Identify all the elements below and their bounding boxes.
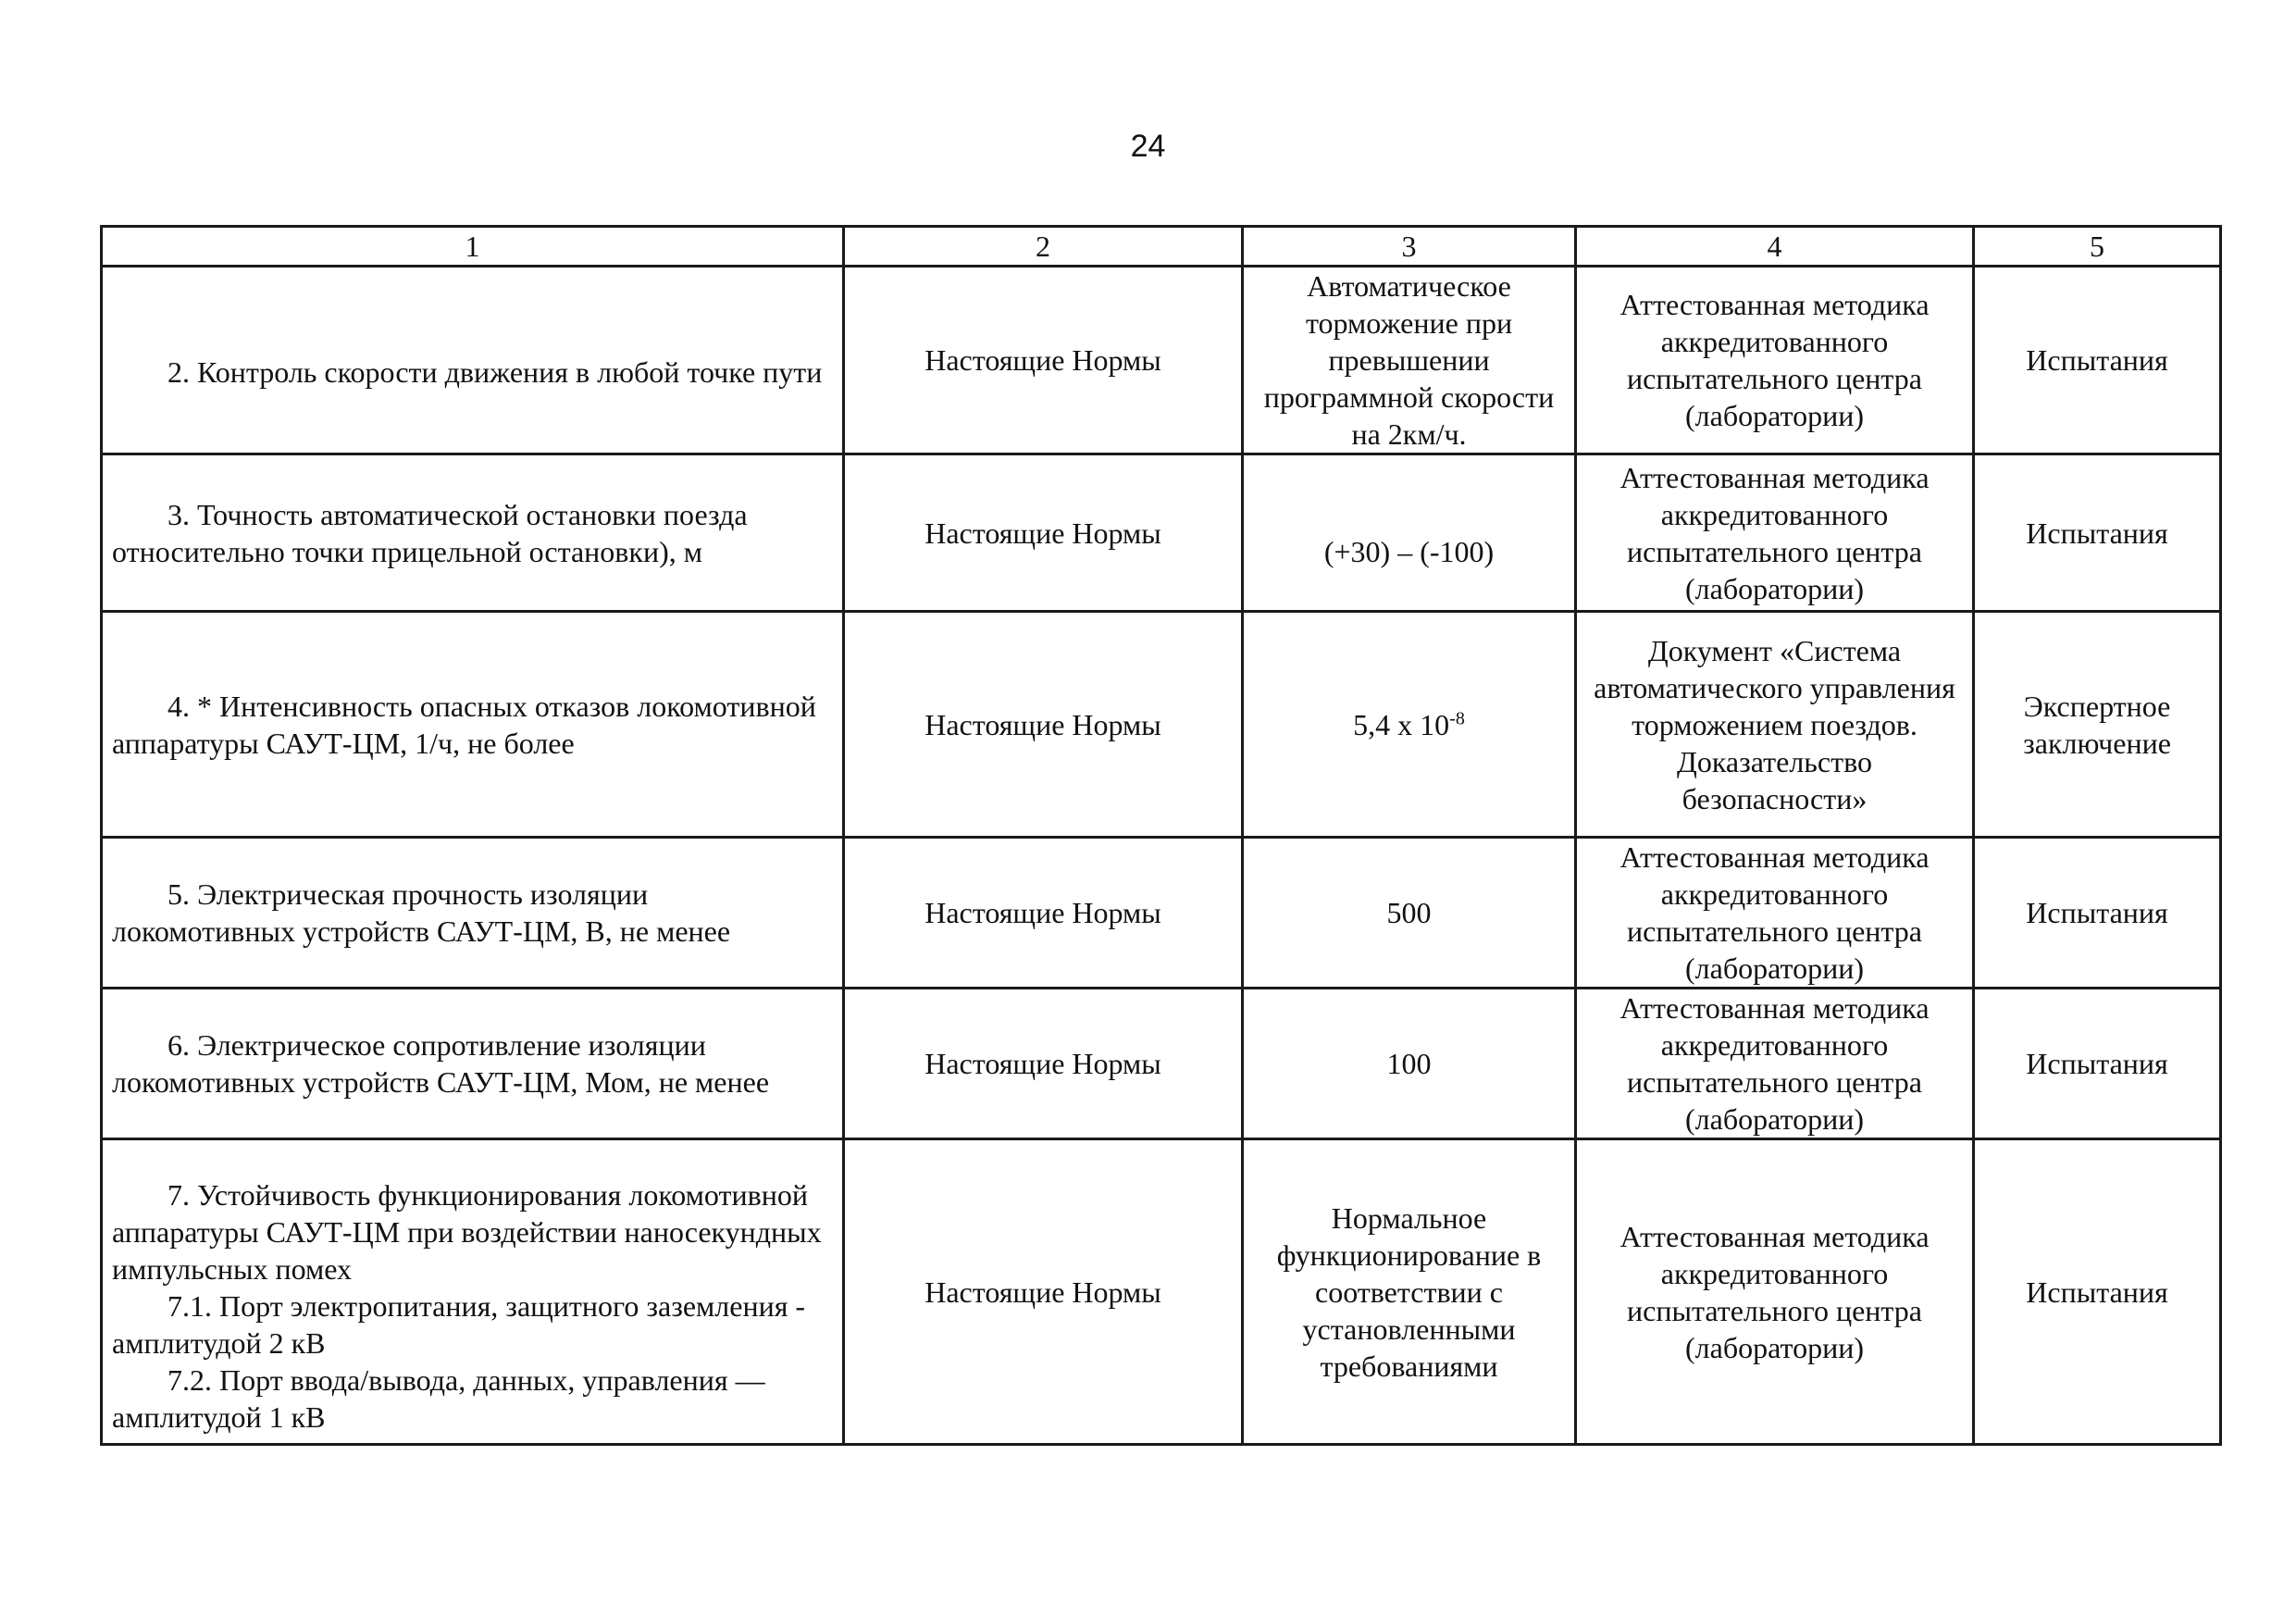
normative-doc-cell: Настоящие Нормы — [844, 838, 1243, 989]
table-row — [102, 267, 2221, 454]
method-cell: Документ «Система автоматического управления торможением поездов. Доказательство безопасности» — [1576, 612, 1974, 838]
verification-form-cell: Испытания — [1974, 1139, 2221, 1445]
column-number-3: 3 — [1243, 227, 1576, 267]
verification-form-cell: Испытания — [1974, 989, 2221, 1139]
requirement-cell — [102, 838, 844, 989]
requirement-cell — [102, 267, 844, 454]
requirement-text: 6. Электрическое сопротивление изоляции локомотивных устройств САУТ-ЦМ, Мом, не менее — [112, 1028, 770, 1099]
requirement-text: 3. Точность автоматической остановки поезда относительно точки прицельной остановки), м — [112, 497, 748, 568]
method-cell: Аттестованная методика аккредитованного испытательного центра (лаборатории) — [1576, 1139, 1974, 1445]
verification-form-cell: Испытания — [1974, 838, 2221, 989]
normative-doc-cell: Настоящие Нормы — [844, 612, 1243, 838]
requirement-text: 7. Устойчивость функционирования локомотивной аппаратуры САУТ-ЦМ при воздействии наносекундных импульсных помех — [112, 1177, 822, 1286]
verification-form-cell: Испытания — [1974, 454, 2221, 612]
requirement-text: 4. * Интенсивность опасных отказов локомотивной аппаратуры САУТ-ЦМ, 1/ч, не более — [112, 689, 816, 760]
requirement-text: 5. Электрическая прочность изоляции локомотивных устройств САУТ-ЦМ, В, не менее — [112, 877, 731, 948]
table-row — [102, 1139, 2221, 1445]
value-cell: (+30) – (-100) — [1243, 454, 1576, 612]
table-row — [102, 838, 2221, 989]
column-number-4: 4 — [1576, 227, 1974, 267]
table-row — [102, 989, 2221, 1139]
table-row — [102, 612, 2221, 838]
value-exponent: -8 — [1449, 707, 1465, 728]
normative-doc-cell: Настоящие Нормы — [844, 454, 1243, 612]
column-number-5: 5 — [1974, 227, 2221, 267]
column-number-2: 2 — [844, 227, 1243, 267]
value-cell: Автоматическое торможение при превышении программной скорости на 2км/ч. — [1243, 267, 1576, 454]
verification-form-cell: Экспертное заключение — [1974, 612, 2221, 838]
requirement-subitem-2: 7.2. Порт ввода/вывода, данных, управления — амплитудой 1 кВ — [112, 1362, 765, 1434]
value-cell — [1243, 612, 1576, 838]
method-cell: Аттестованная методика аккредитованного испытательного центра (лаборатории) — [1576, 838, 1974, 989]
normative-doc-cell: Настоящие Нормы — [844, 989, 1243, 1139]
requirement-cell — [102, 612, 844, 838]
verification-form-cell: Испытания — [1974, 267, 2221, 454]
method-cell: Аттестованная методика аккредитованного испытательного центра (лаборатории) — [1576, 454, 1974, 612]
requirement-cell — [102, 989, 844, 1139]
value-cell: 500 — [1243, 838, 1576, 989]
value-cell: Нормальное функционирование в соответствии с установленными требованиями — [1243, 1139, 1576, 1445]
table-row — [102, 454, 2221, 612]
normative-doc-cell: Настоящие Нормы — [844, 1139, 1243, 1445]
column-number-1: 1 — [102, 227, 844, 267]
requirement-cell — [102, 1139, 844, 1445]
requirement-text: 2. Контроль скорости движения в любой точке пути — [168, 355, 823, 389]
column-number-row — [102, 227, 2221, 267]
page-number: 24 — [1130, 129, 1166, 164]
requirement-cell — [102, 454, 844, 612]
requirement-subitem-1: 7.1. Порт электропитания, защитного заземления - амплитудой 2 кВ — [112, 1288, 806, 1360]
requirements-table — [100, 225, 2222, 1446]
normative-doc-cell: Настоящие Нормы — [844, 267, 1243, 454]
value-base: 5,4 х 10 — [1353, 707, 1450, 741]
value-cell: 100 — [1243, 989, 1576, 1139]
method-cell: Аттестованная методика аккредитованного испытательного центра (лаборатории) — [1576, 989, 1974, 1139]
method-cell: Аттестованная методика аккредитованного испытательного центра (лаборатории) — [1576, 267, 1974, 454]
